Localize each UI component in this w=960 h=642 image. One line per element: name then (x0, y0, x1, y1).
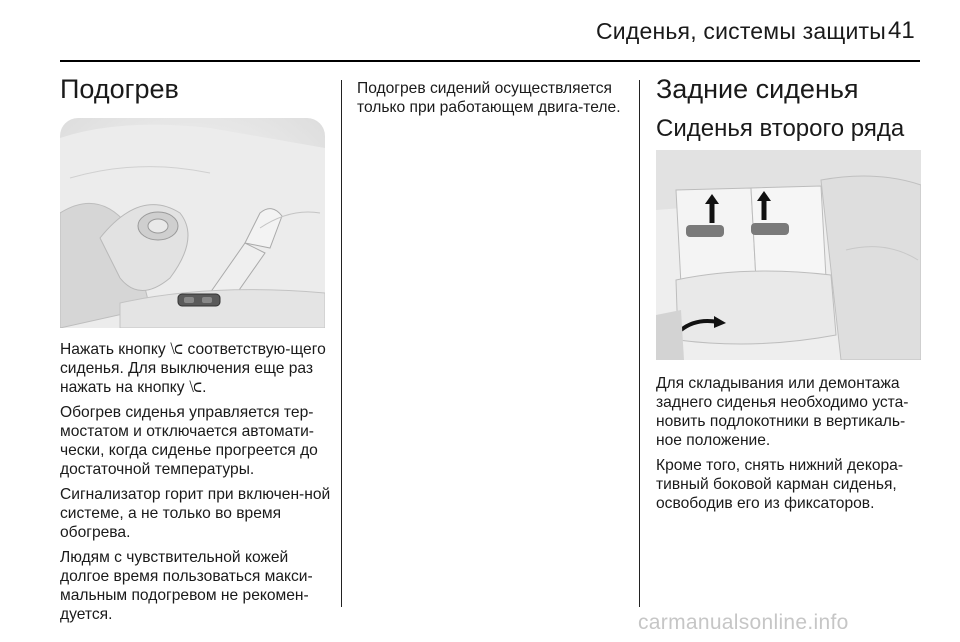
section-heading-rear-seats: Задние сиденья (656, 74, 859, 104)
column-divider-left (341, 80, 342, 607)
column-divider-right (639, 80, 640, 607)
paragraph-thermostat: Обогрев сиденья управляется тер-мостатом и отключается автомати-чески, когда сиденье прогреется до достаточной температуры. (60, 404, 318, 478)
section-heading-heating: Подогрев (60, 74, 179, 104)
second-row-seats-illustration (656, 150, 921, 360)
left-column (60, 74, 332, 105)
paragraph-indicator: Сигнализатор горит при включен-ной системе, а не только во время обогрева. (60, 486, 331, 541)
paragraph-press-button: Нажать кнопку ⟈ соответствую-щего сиденья. Для выключения еще раз нажать на кнопку ⟈. (60, 341, 326, 396)
paragraph-sensitive-skin: Людям с чувствительной кожей долгое время пользоваться макси-мальным подогревом не рекомен-дуется. (60, 549, 313, 623)
right-column-text (656, 374, 926, 519)
paragraph-remove-pocket: Кроме того, снять нижний декора-тивный боковой карман сиденья, освободив его из фиксаторов. (656, 457, 904, 512)
page-number: 41 (888, 17, 915, 44)
left-column-text (60, 340, 332, 630)
seat-heating-button-illustration (60, 118, 325, 328)
watermark-text: carmanualsonline.info (638, 611, 849, 634)
paragraph-engine-running: Подогрев сидений осуществляется только при работающем двига-теле. (357, 80, 621, 116)
header-divider (60, 60, 920, 62)
subheading-second-row: Сиденья второго ряда (656, 115, 905, 142)
running-header-title: Сиденья, системы защиты (596, 18, 887, 44)
right-column-headings (656, 74, 926, 143)
paragraph-fold-seat: Для складывания или демонтажа заднего сиденья необходимо уста-новить подлокотники в вертикаль-ное положение. (656, 375, 909, 449)
middle-column (357, 79, 629, 123)
